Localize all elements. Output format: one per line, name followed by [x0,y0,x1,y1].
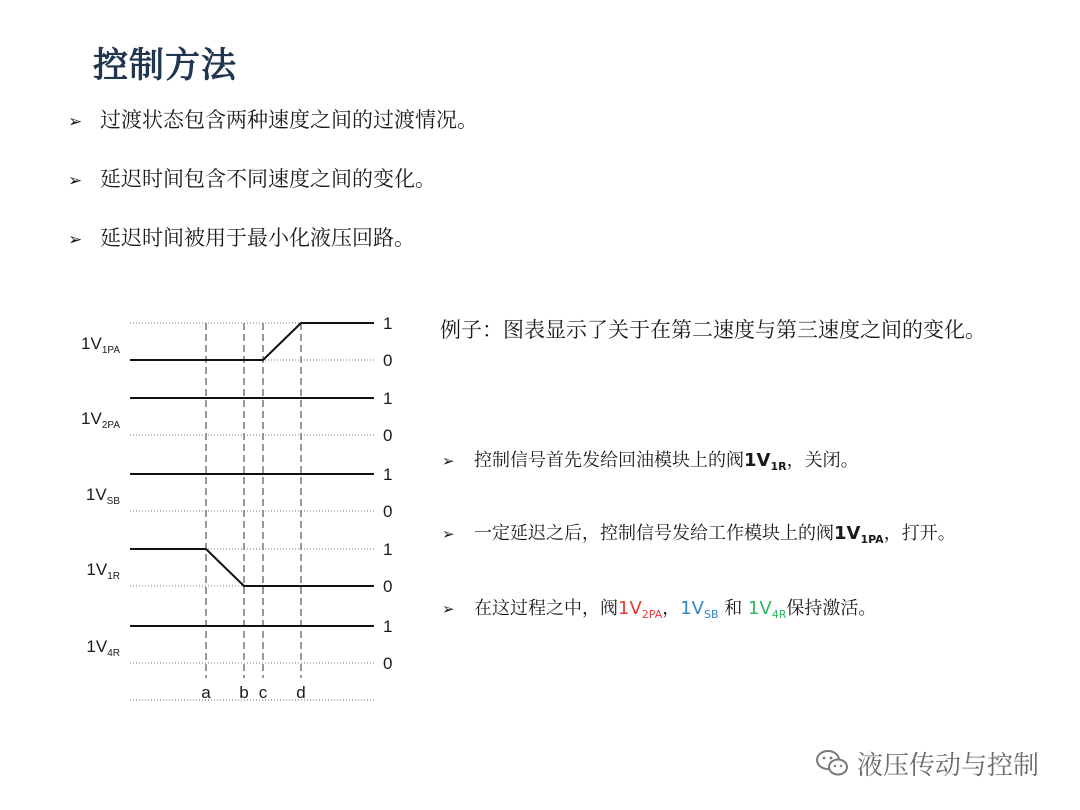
bullet-text: 延迟时间包含不同速度之间的变化。 [100,167,436,191]
watermark-text: 液压传动与控制 [857,750,1040,781]
watermark [815,745,1039,781]
sub-bullet-text: 控制信号首先发给回油模块上的阀$1V_{1R}$，关闭。 [474,450,859,473]
signal-4r-level-low: 0 [383,654,393,673]
signal-1pa-level-low: 0 [383,351,393,370]
page-title: 控制方法 [93,46,238,86]
arrow-bullet-icon: ➢ [442,525,455,543]
time-label-c: c [258,683,268,702]
signal-1r-waveform [130,549,374,586]
arrow-bullet-icon: ➢ [442,600,455,618]
signal-sb-level-low: 0 [383,502,393,521]
signal-1pa-waveform [130,323,374,360]
example-text: 例子：图表显示了关于在第二速度与第三速度之间的变化。 [440,318,986,342]
signal-2pa-level-low: 0 [383,426,393,445]
arrow-bullet-icon: ➢ [68,171,83,191]
signal-1pa-label: $1V_{1PA}$ [81,334,120,356]
signal-1r-label: $1V_{1R}$ [86,560,120,582]
signal-4r-level-high: 1 [383,617,393,636]
sub-bullet-text: 一定延迟之后，控制信号发给工作模块上的阀$1V_{1PA}$，打开。 [474,523,956,546]
signal-1pa-level-high: 1 [383,314,393,333]
arrow-bullet-icon: ➢ [442,452,455,470]
signal-sb-label: $1V_{SB}$ [85,485,120,507]
signal-1r-level-high: 1 [383,540,393,559]
time-label-d: d [296,683,306,702]
wechat-icon [815,748,849,778]
sub-bullet-text: 在这过程之中，阀$1V_{2PA}$，$1V_{SB}$ 和 $1V_{4R}$保持激活。 [474,598,877,621]
signal-2pa-level-high: 1 [383,389,393,408]
bullet-text: 延迟时间被用于最小化液压回路。 [100,226,415,250]
valve-sb-label: $1V_{SB}$ [680,598,719,621]
signal-1r-level-low: 0 [383,577,393,596]
signal-sb-level-high: 1 [383,465,393,484]
valve-2pa-label: $1V_{2PA}$ [618,598,663,621]
valve-4r-label: $1V_{4R}$ [747,598,787,621]
bullet-text: 过渡状态包含两种速度之间的过渡情况。 [100,108,478,132]
arrow-bullet-icon: ➢ [68,230,83,250]
arrow-bullet-icon: ➢ [68,112,83,132]
signal-4r-label: $1V_{4R}$ [86,637,120,659]
signal-2pa-label: $1V_{2PA}$ [81,409,120,431]
time-label-b: b [239,683,249,702]
time-label-a: a [201,683,211,702]
